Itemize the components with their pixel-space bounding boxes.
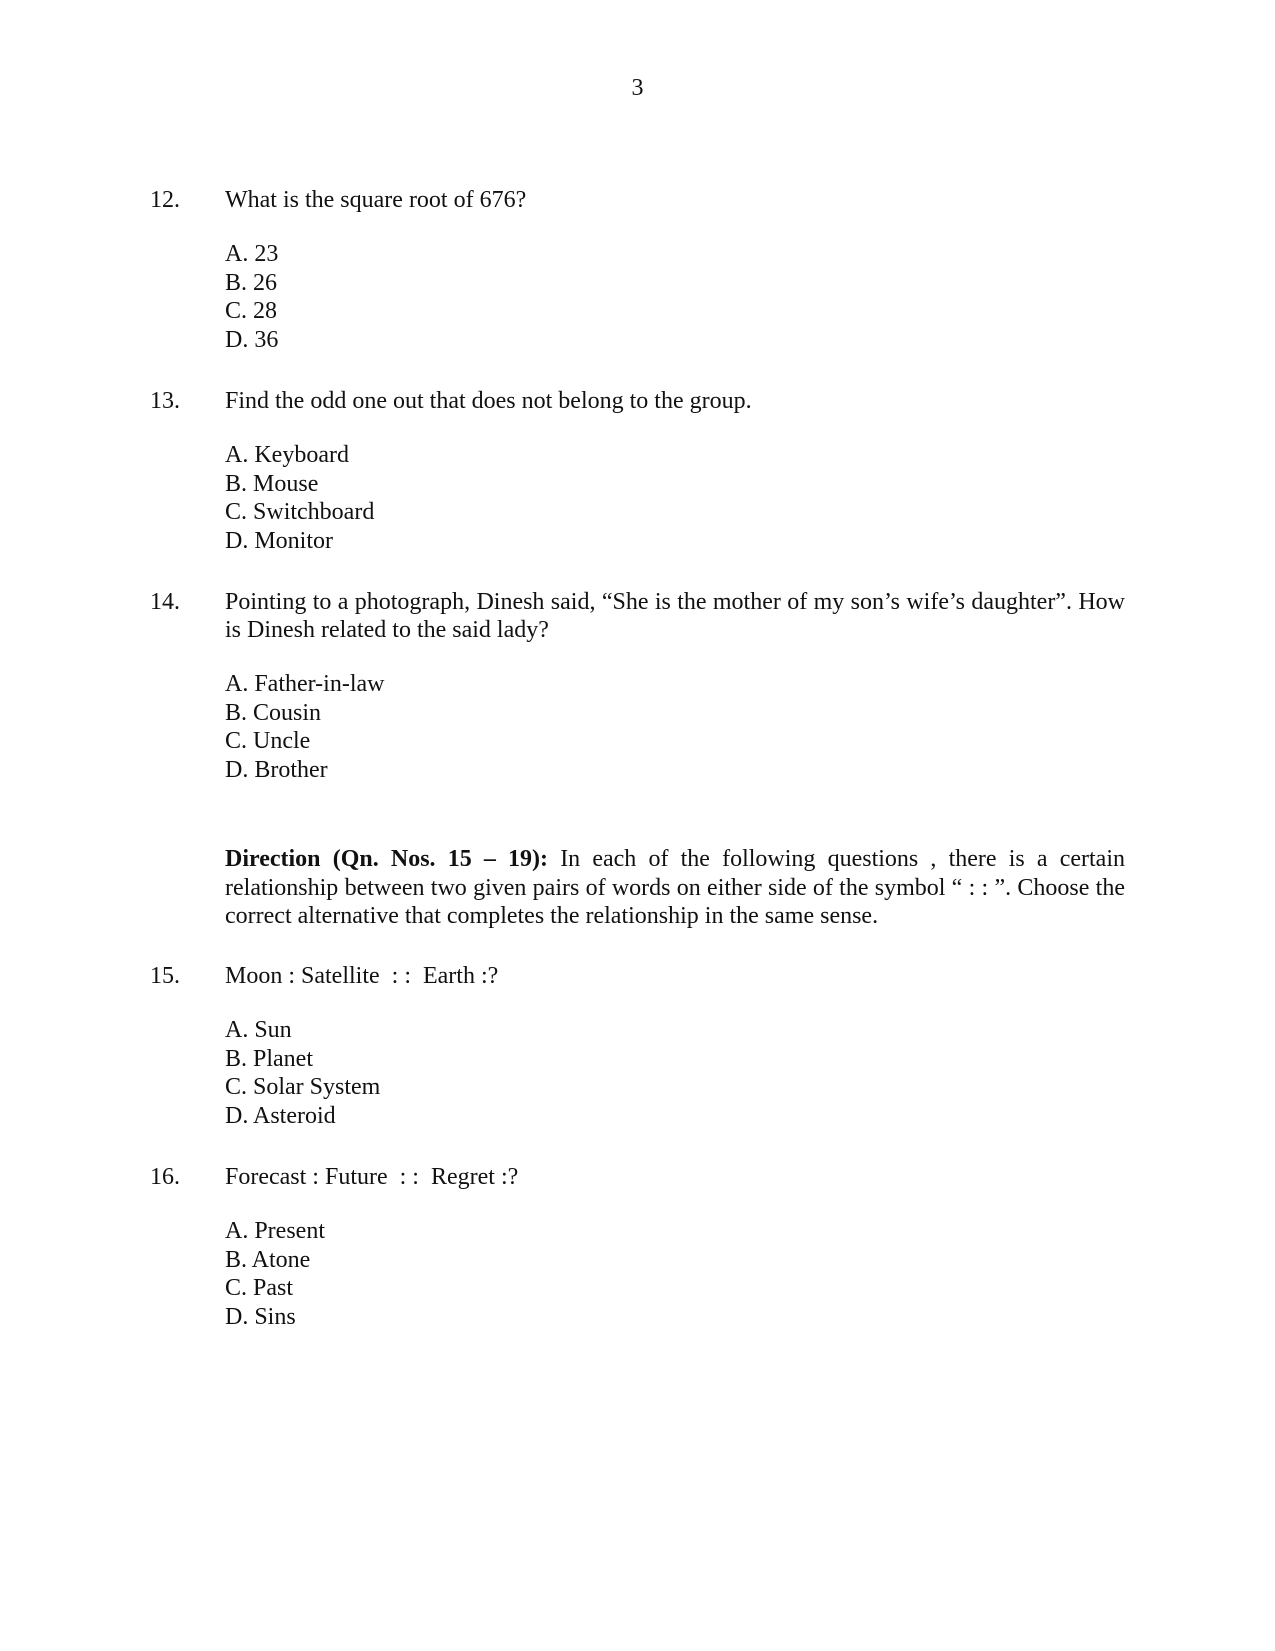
option-d: D. 36 <box>225 327 279 354</box>
option-a: A. 23 <box>225 241 279 267</box>
option-b: B. Cousin <box>225 699 322 726</box>
option-b: B. Planet <box>225 1045 313 1072</box>
option-b: B. 26 <box>225 269 278 296</box>
question-number: 16. <box>150 1164 180 1190</box>
question-13 <box>150 387 1125 556</box>
question-number: 14. <box>150 589 180 615</box>
option-b: B. Atone <box>225 1246 311 1273</box>
option-c: C. Past <box>225 1275 294 1302</box>
question-text: Pointing to a photograph, Dinesh said, “She is the mother of my son’s wife’s daughter”. How is Dinesh related to the said lady? <box>225 589 1125 643</box>
option-list <box>225 670 1125 785</box>
option-list <box>225 441 1125 556</box>
question-16 <box>150 1163 1125 1332</box>
question-number: 15. <box>150 963 180 989</box>
question-text: Forecast : Future : : Regret :? <box>225 1164 519 1190</box>
option-d: D. Sins <box>225 1304 296 1331</box>
option-list <box>225 240 1125 355</box>
option-list <box>225 1016 1125 1131</box>
option-c: C. Solar System <box>225 1074 381 1101</box>
option-d: D. Brother <box>225 757 328 784</box>
question-15 <box>150 962 1125 1131</box>
page-number: 3 <box>631 75 644 101</box>
option-c: C. Switchboard <box>225 499 375 526</box>
option-a: A. Present <box>225 1218 325 1244</box>
option-c: C. Uncle <box>225 728 311 755</box>
option-b: B. Mouse <box>225 470 319 497</box>
question-number: 12. <box>150 187 180 213</box>
question-text: Moon : Satellite : : Earth :? <box>225 963 499 989</box>
question-12 <box>150 186 1125 355</box>
option-list <box>225 1217 1125 1332</box>
direction-label: Direction (Qn. Nos. 15 – 19): <box>225 846 549 872</box>
option-c: C. 28 <box>225 298 278 325</box>
direction-paragraph <box>225 845 1125 931</box>
direction-text: In each of the following questions , there is a certain relationship between two given pairs of words on either side of the symbol “ : : ”. Choose the correct alternative that completes the relationship in the same sense. <box>225 846 1125 929</box>
question-number: 13. <box>150 388 180 414</box>
question-text: Find the odd one out that does not belong to the group. <box>225 388 752 414</box>
question-text: What is the square root of 676? <box>225 187 527 213</box>
option-a: A. Father-in-law <box>225 671 385 697</box>
option-d: D. Asteroid <box>225 1103 336 1130</box>
question-14 <box>150 588 1125 785</box>
option-a: A. Keyboard <box>225 442 349 468</box>
option-a: A. Sun <box>225 1017 292 1043</box>
option-d: D. Monitor <box>225 528 333 555</box>
